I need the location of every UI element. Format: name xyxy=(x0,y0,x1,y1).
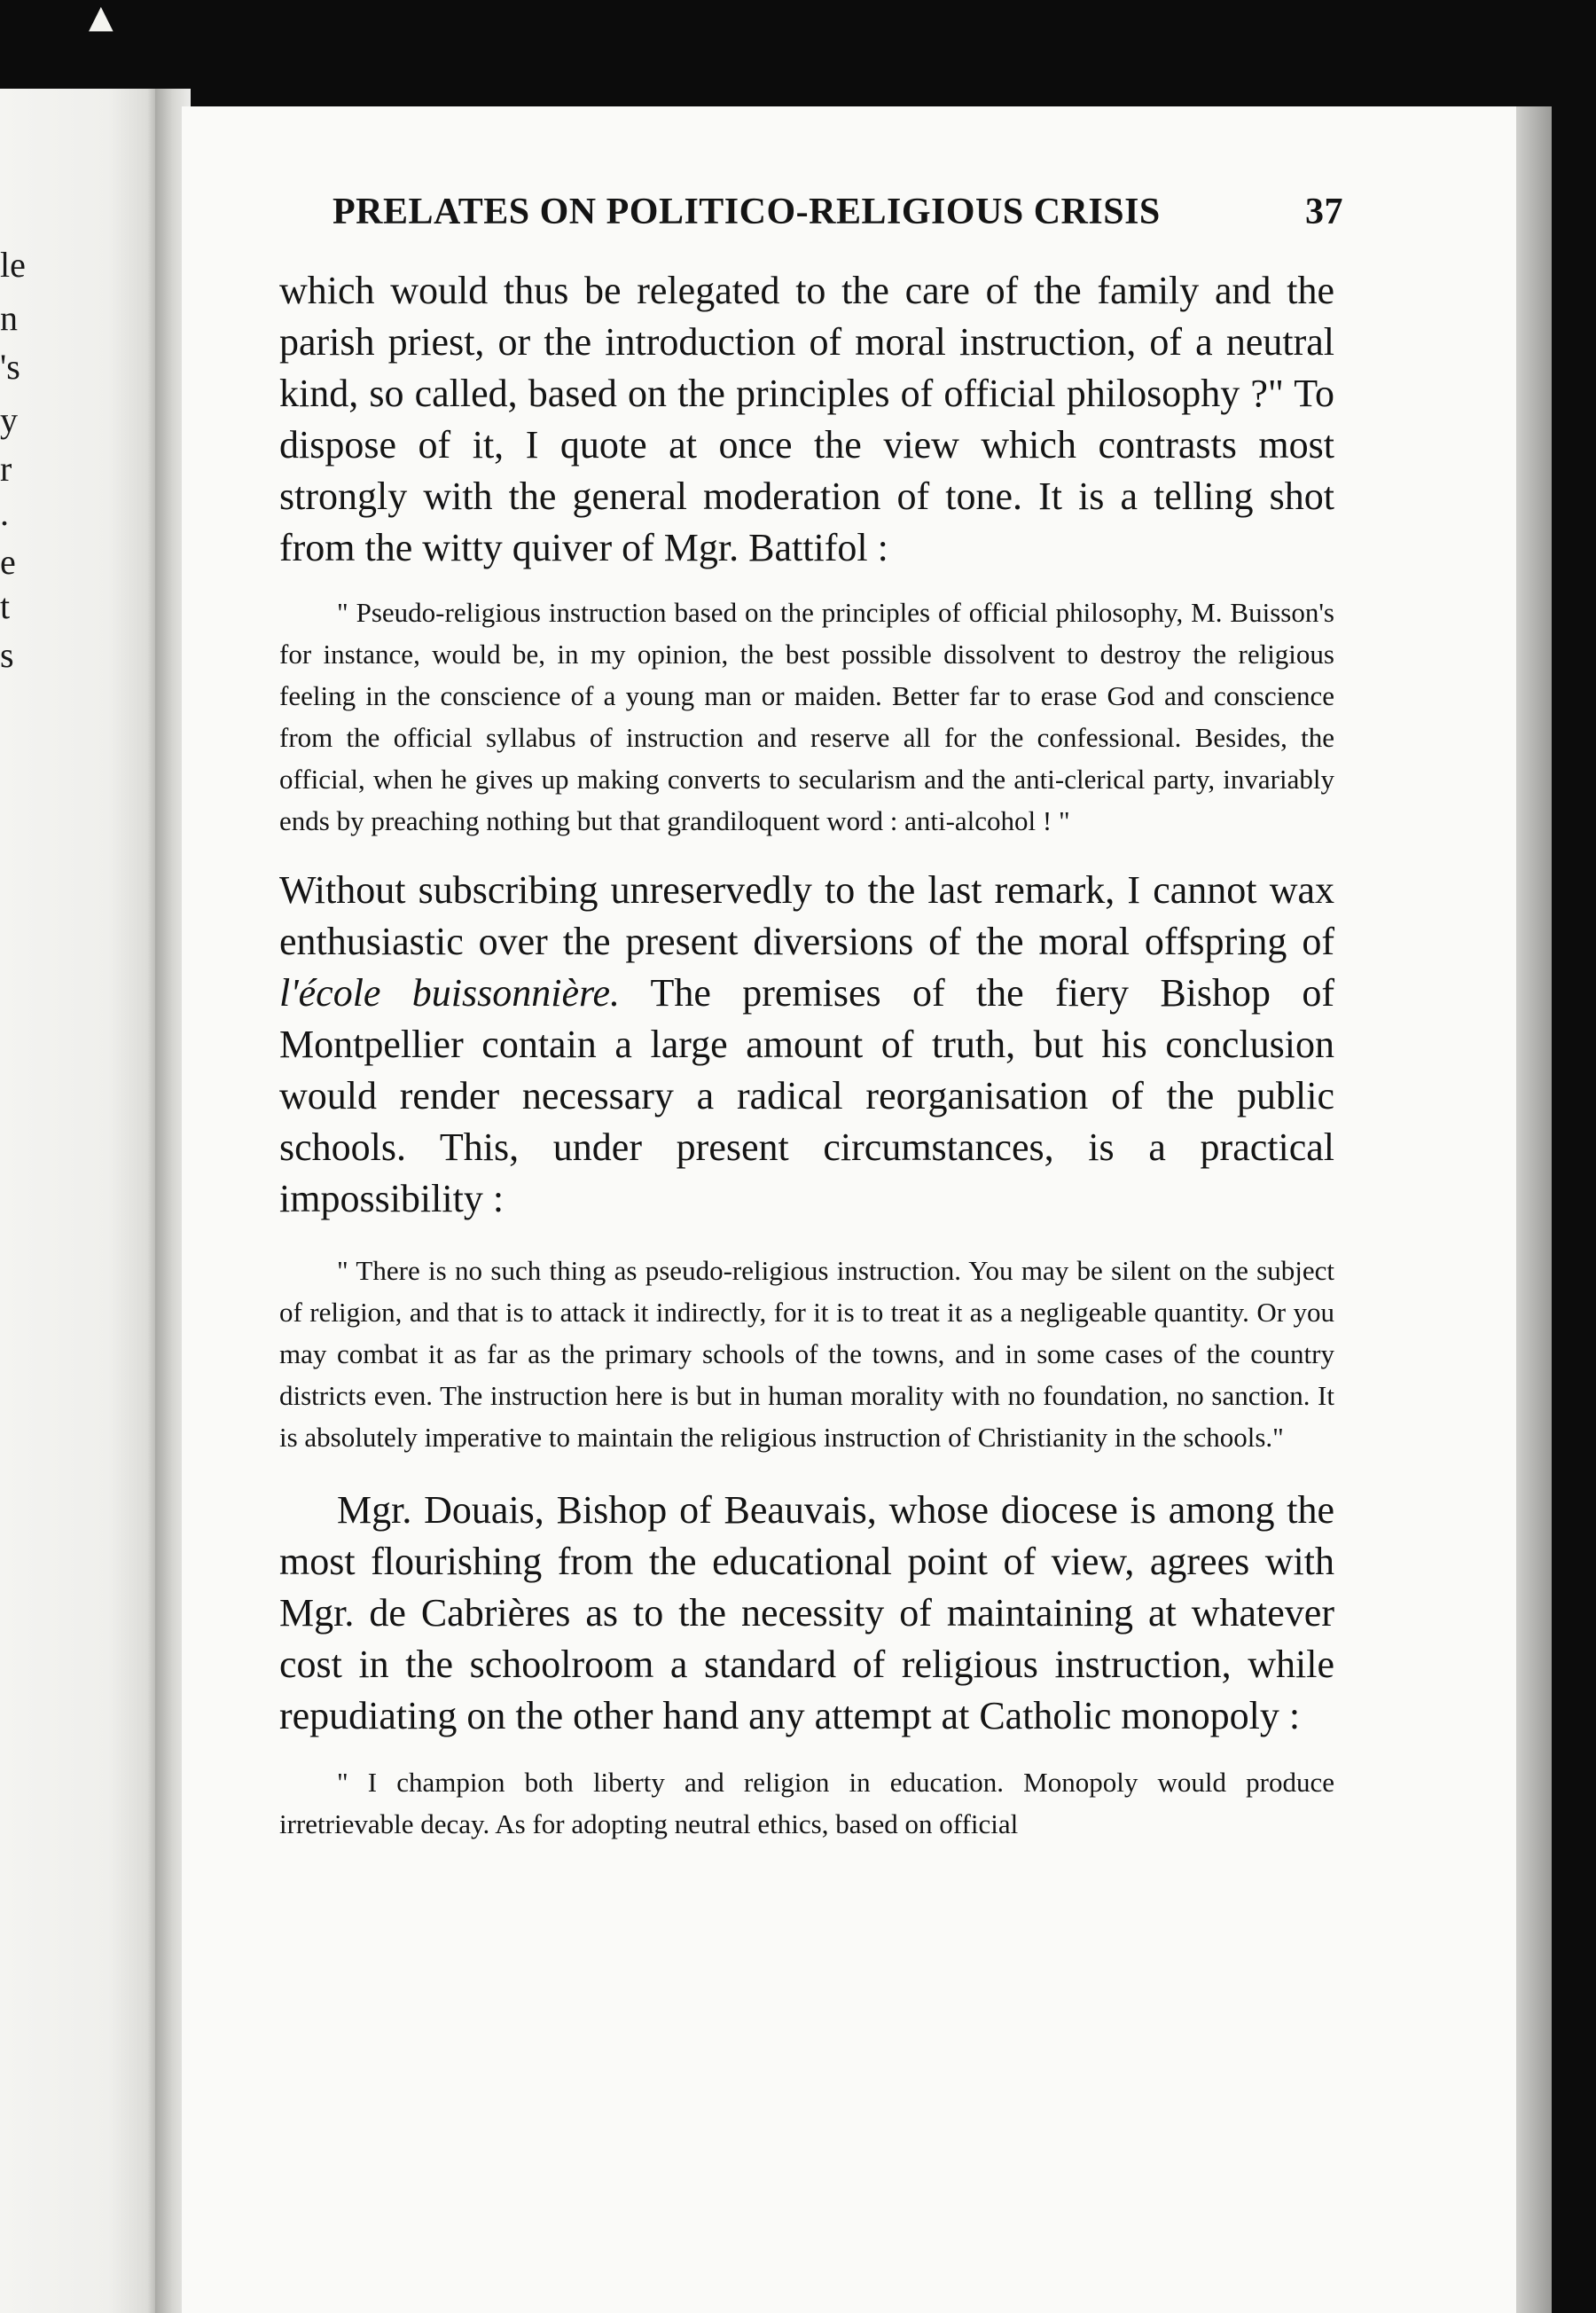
facing-page-fragment: n xyxy=(0,298,18,338)
paragraph-2-text-a: Without subscribing unreservedly to the last remark, I cannot wax enthusiastic over the present diversions of the moral offspring of xyxy=(279,868,1334,963)
quotation-douais: " I champion both liberty and religion in education. Monopoly would produce irretrievable decay. As for adopting neutral ethics, based on official xyxy=(279,1767,1334,1839)
facing-page-fragment: y xyxy=(0,400,18,440)
running-head-title: PRELATES ON POLITICO-RELIGIOUS CRISIS xyxy=(332,192,1161,232)
facing-page-fragment: . xyxy=(0,493,9,533)
quotation-battifol: " Pseudo-religious instruction based on the principles of official philosophy, M. Buisson's for instance, would be, in my opinion, the best possible dissolvent to destroy the religious feeling in the conscience of a young man or maiden. Better far to erase God and conscience from the official syllabus of instruction and reserve all for the confessional. Besides, the official, when he gives up making converts to secularism and the anti-clerical party, invariably ends by preaching nothing but that grandiloquent word : anti-alcohol ! " xyxy=(279,597,1334,836)
paragraph-3: Mgr. Douais, Bishop of Beauvais, whose diocese is among the most flourishing from the educational point of view, agrees with Mgr. de Cabrières as to the necessity of maintaining at whatever cost in the schoolroom a standard of religious instruction, while repudiating on the other hand any attempt at Catholic monopoly : xyxy=(279,1488,1334,1737)
facing-page-fragment: e xyxy=(0,542,16,582)
page-content xyxy=(279,191,1343,1868)
quotation-cabrieres: " There is no such thing as pseudo-religious instruction. You may be silent on the subject of religion, and that is to attack it indirectly, for it is to treat it as a negligeable quantity. Or you may combat it as far as the primary schools of the towns, and in some cases of the country districts even. The instruction here is but in human morality with no foundation, no sanction. It is absolutely imperative to maintain the religious instruction of Christianity in the schools." xyxy=(279,1255,1334,1453)
facing-page-edge xyxy=(0,89,155,2313)
facing-page-fragment: t xyxy=(0,586,11,626)
facing-page-fragment: r xyxy=(0,449,12,489)
paragraph-2-text-b: The premises of the fiery Bishop of Montpellier contain a large amount of truth, but his conclusion would render necessary a radical reorganisation of the public schools. This, under present circumstances, is a practical impossibility : xyxy=(279,971,1334,1220)
paragraph-2 xyxy=(279,865,1334,1225)
facing-page-fragment: s xyxy=(0,635,14,675)
running-header xyxy=(279,191,1343,244)
facing-page-fragment: le xyxy=(0,245,26,285)
paragraph-1: which would thus be relegated to the care of the family and the parish priest, or the introduction of moral instruction, of a neutral kind, so called, based on the principles of official philosophy ?" To dispose of it, I quote at once the view which contrasts most strongly with the general moderation of tone. It is a telling shot from the witty quiver of Mgr. Battifol : xyxy=(279,269,1334,569)
facing-page-fragment: 's xyxy=(0,347,20,387)
scan-smudge-icon: ▲ xyxy=(89,0,113,35)
page-number: 37 xyxy=(1305,192,1343,232)
page-edge-shadow xyxy=(1516,106,1552,2313)
paragraph-2-italic-phrase: l'école buissonnière. xyxy=(279,971,620,1015)
